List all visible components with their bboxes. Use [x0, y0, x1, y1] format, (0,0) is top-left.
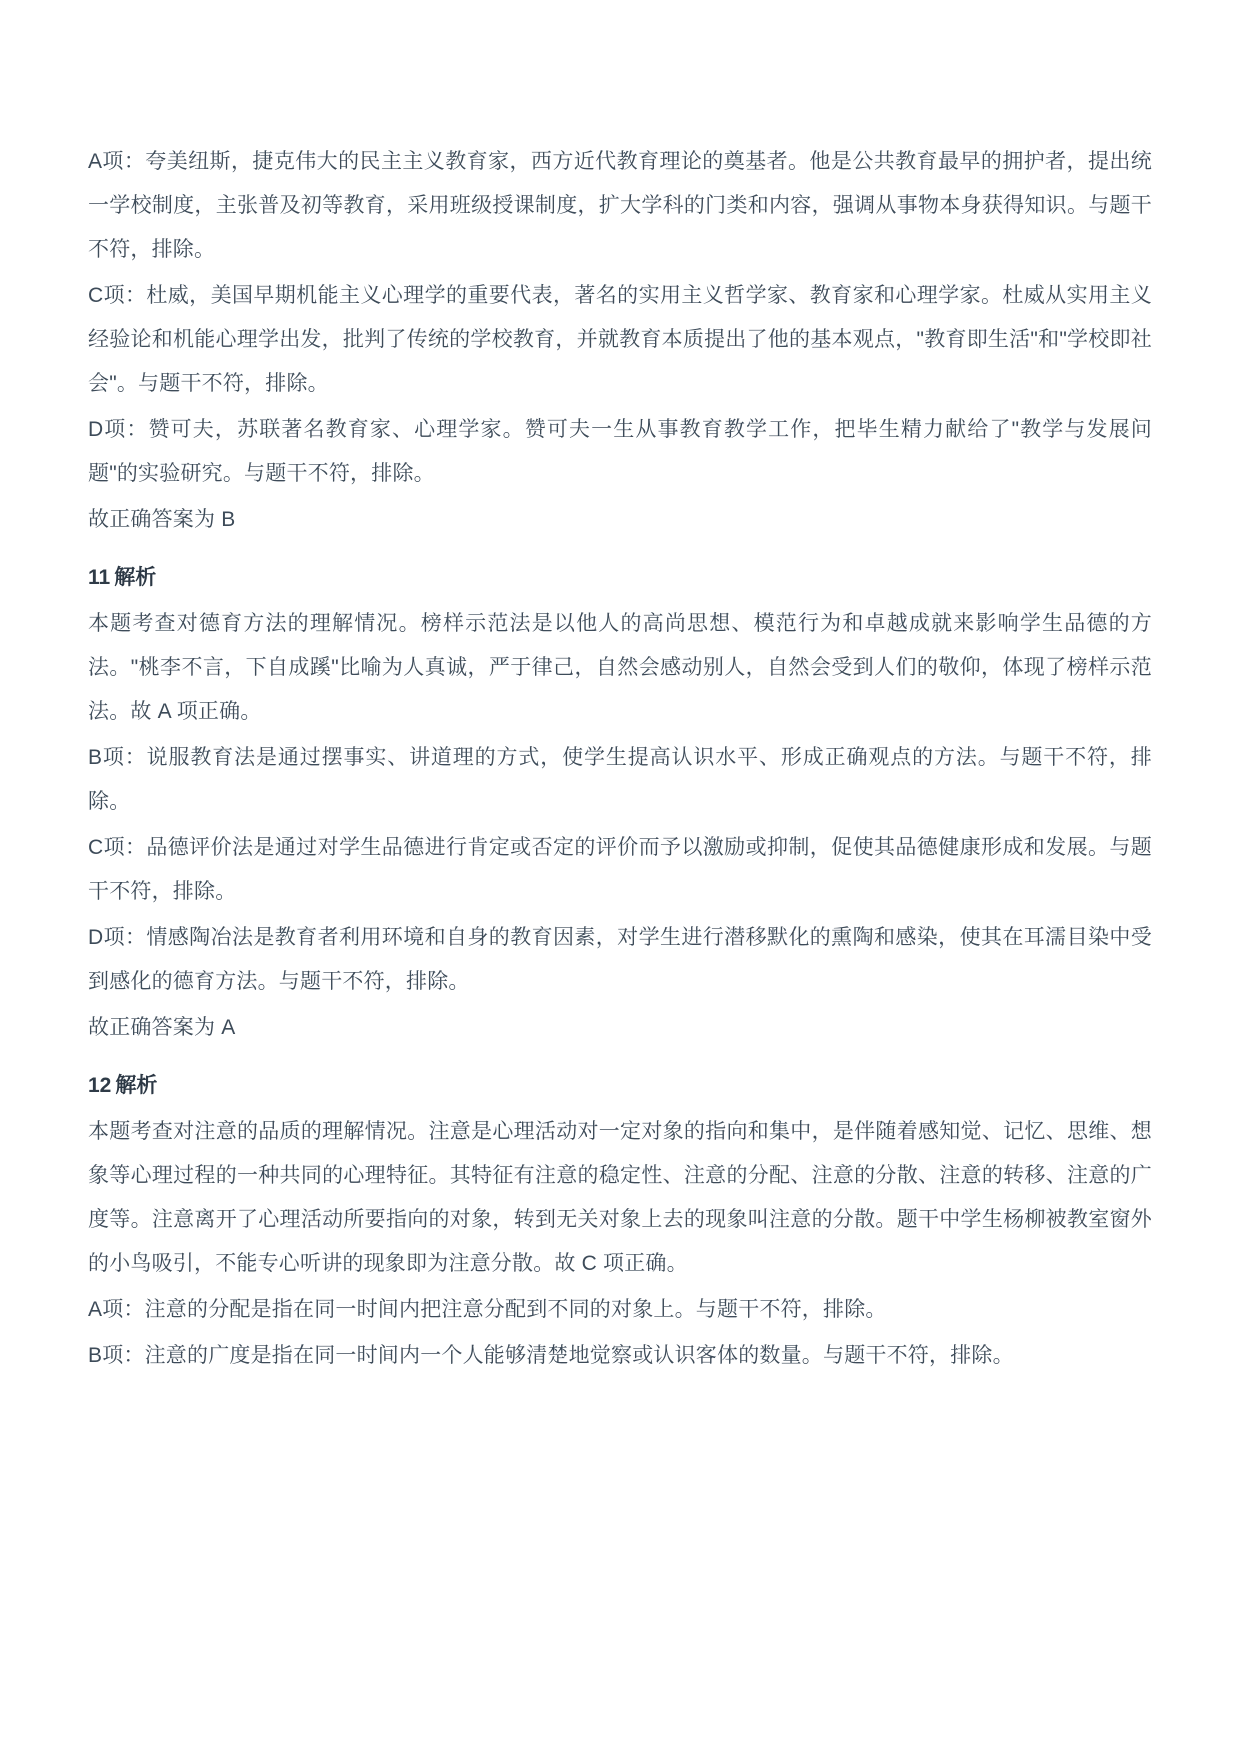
paragraph: D项：赞可夫，苏联著名教育家、心理学家。赞可夫一生从事教育教学工作，把毕生精力献给了"教学与发展问题"的实验研究。与题干不符，排除。	[88, 418, 1152, 485]
paragraph: A项：夸美纽斯，捷克伟大的民主主义教育家，西方近代教育理论的奠基者。他是公共教育最早的拥护者，提出统一学校制度，主张普及初等教育，采用班级授课制度，扩大学科的门类和内容，强调从事物本身获得知识。与题干不符，排除。	[88, 150, 1152, 261]
paragraph: C项：品德评价法是通过对学生品德进行肯定或否定的评价而予以激励或抑制，促使其品德健康形成和发展。与题干不符，排除。	[88, 836, 1152, 903]
paragraph: 本题考查对德育方法的理解情况。榜样示范法是以他人的高尚思想、模范行为和卓越成就来影响学生品德的方法。"桃李不言，下自成蹊"比喻为人真诚，严于律己，自然会感动别人，自然会受到人们的敬仰，体现了榜样示范法。故 A 项正确。	[88, 612, 1152, 723]
paragraph: C项：杜威，美国早期机能主义心理学的重要代表，著名的实用主义哲学家、教育家和心理学家。杜威从实用主义经验论和机能心理学出发，批判了传统的学校教育，并就教育本质提出了他的基本观点，"教育即生活"和"学校即社会"。与题干不符，排除。	[88, 284, 1152, 395]
document-content	[88, 140, 1152, 1378]
paragraph: 故正确答案为 B	[88, 508, 236, 531]
section-number: 12	[88, 1074, 112, 1097]
section-heading	[88, 556, 1152, 600]
paragraph: D项：情感陶冶法是教育者利用环境和自身的教育因素，对学生进行潜移默化的熏陶和感染，使其在耳濡目染中受到感化的德育方法。与题干不符，排除。	[88, 926, 1152, 993]
paragraph: 本题考查对注意的品质的理解情况。注意是心理活动对一定对象的指向和集中，是伴随着感知觉、记忆、思维、想象等心理过程的一种共同的心理特征。其特征有注意的稳定性、注意的分配、注意的分散、注意的转移、注意的广度等。注意离开了心理活动所要指向的对象，转到无关对象上去的现象叫注意的分散。题干中学生杨柳被教室窗外的小鸟吸引，不能专心听讲的现象即为注意分散。故 C 项正确。	[88, 1120, 1152, 1275]
paragraph: B项：说服教育法是通过摆事实、讲道理的方式，使学生提高认识水平、形成正确观点的方法。与题干不符，排除。	[88, 746, 1152, 813]
paragraph: 故正确答案为 A	[88, 1016, 236, 1039]
paragraph: A项：注意的分配是指在同一时间内把注意分配到不同的对象上。与题干不符，排除。	[88, 1298, 887, 1321]
paragraph: B项：注意的广度是指在同一时间内一个人能够清楚地觉察或认识客体的数量。与题干不符，排除。	[88, 1344, 1014, 1367]
section-heading	[88, 1064, 1152, 1108]
section-number: 11	[88, 566, 111, 589]
section-label: 解析	[115, 1074, 158, 1097]
section-label: 解析	[114, 566, 157, 589]
